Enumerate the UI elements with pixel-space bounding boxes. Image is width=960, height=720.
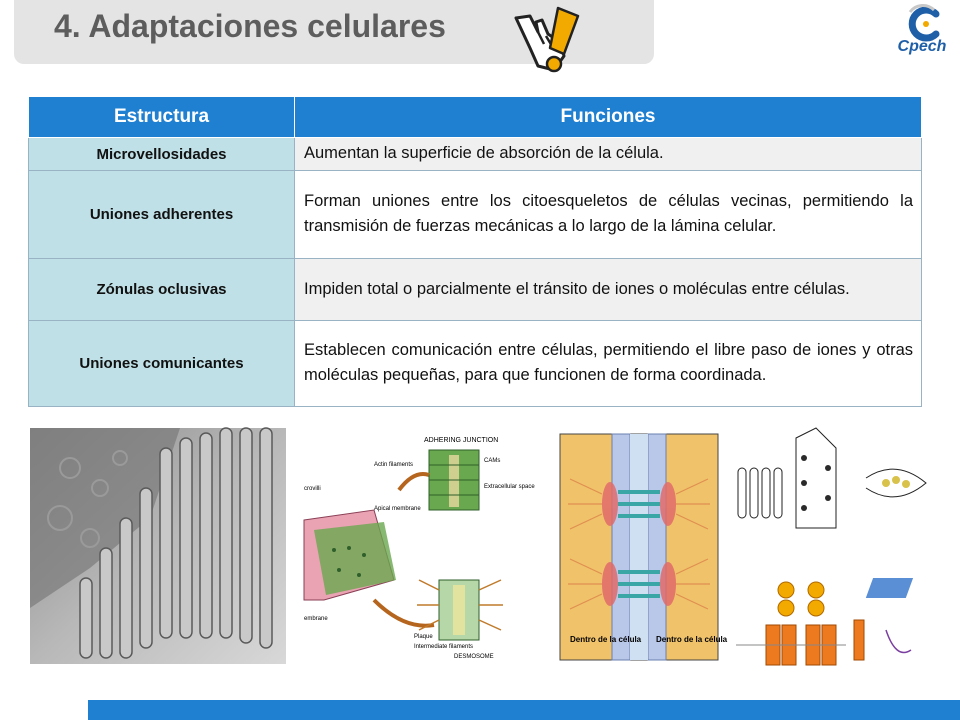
label-intermediate: Intermediate filaments xyxy=(414,644,474,650)
row-function: Aumentan la superficie de absorción de la célula. xyxy=(295,138,922,171)
table-row xyxy=(29,321,922,407)
table-row xyxy=(29,138,922,171)
tight-right-label: Dentro de la célula xyxy=(656,635,728,644)
row-structure: Uniones adherentes xyxy=(29,171,295,259)
logo-text: Cpech xyxy=(897,38,947,55)
label-desmosome: DESMOSOME xyxy=(454,654,494,660)
cpech-logo-icon xyxy=(890,4,954,42)
table-row xyxy=(29,259,922,321)
label-cams: CAMs xyxy=(484,458,501,464)
label-plaque: Plaque xyxy=(414,634,433,640)
adhering-junction-diagram-image xyxy=(304,430,535,662)
row-function: Impiden total o parcialmente el tránsito de iones o moléculas entre células. xyxy=(295,259,922,321)
pointing-hand-icon xyxy=(508,4,584,80)
row-structure: Zónulas oclusivas xyxy=(29,259,295,321)
tight-junction-diagram-image xyxy=(560,434,728,660)
microvilli-micrograph-image xyxy=(30,428,286,664)
label-membrane: embrane xyxy=(304,616,328,622)
row-structure: Microvellosidades xyxy=(29,138,295,171)
table-header-row xyxy=(29,97,922,138)
gap-junction-sketch-image xyxy=(736,428,928,530)
footer-bar xyxy=(88,700,960,720)
column-header-estructura: Estructura xyxy=(29,97,295,138)
label-microvilli: crovilli xyxy=(304,486,321,492)
label-actin: Actin filaments xyxy=(374,462,414,468)
tight-left-label: Dentro de la célula xyxy=(570,635,642,644)
table-row xyxy=(29,171,922,259)
label-extracellular: Extracellular space xyxy=(484,484,535,490)
row-function: Forman uniones entre los citoesqueletos de células vecinas, permitiendo la transmisión de fuerzas mecánicas a lo largo de la lámina celular. xyxy=(295,171,922,259)
row-function: Establecen comunicación entre células, permitiendo el libre paso de iones y otras moléculas pequeñas, para que funcionen de forma coordinada. xyxy=(295,321,922,407)
cpech-logo xyxy=(890,4,954,64)
connexon-diagram-image xyxy=(736,570,928,674)
adhering-title: ADHERING JUNCTION xyxy=(424,437,499,444)
adaptations-table xyxy=(28,96,922,407)
label-apical: Apical membrane xyxy=(374,506,421,512)
row-structure: Uniones comunicantes xyxy=(29,321,295,407)
page-title: 4. Adaptaciones celulares xyxy=(54,8,446,44)
exclamation-icon xyxy=(547,8,578,71)
column-header-funciones: Funciones xyxy=(295,97,922,138)
